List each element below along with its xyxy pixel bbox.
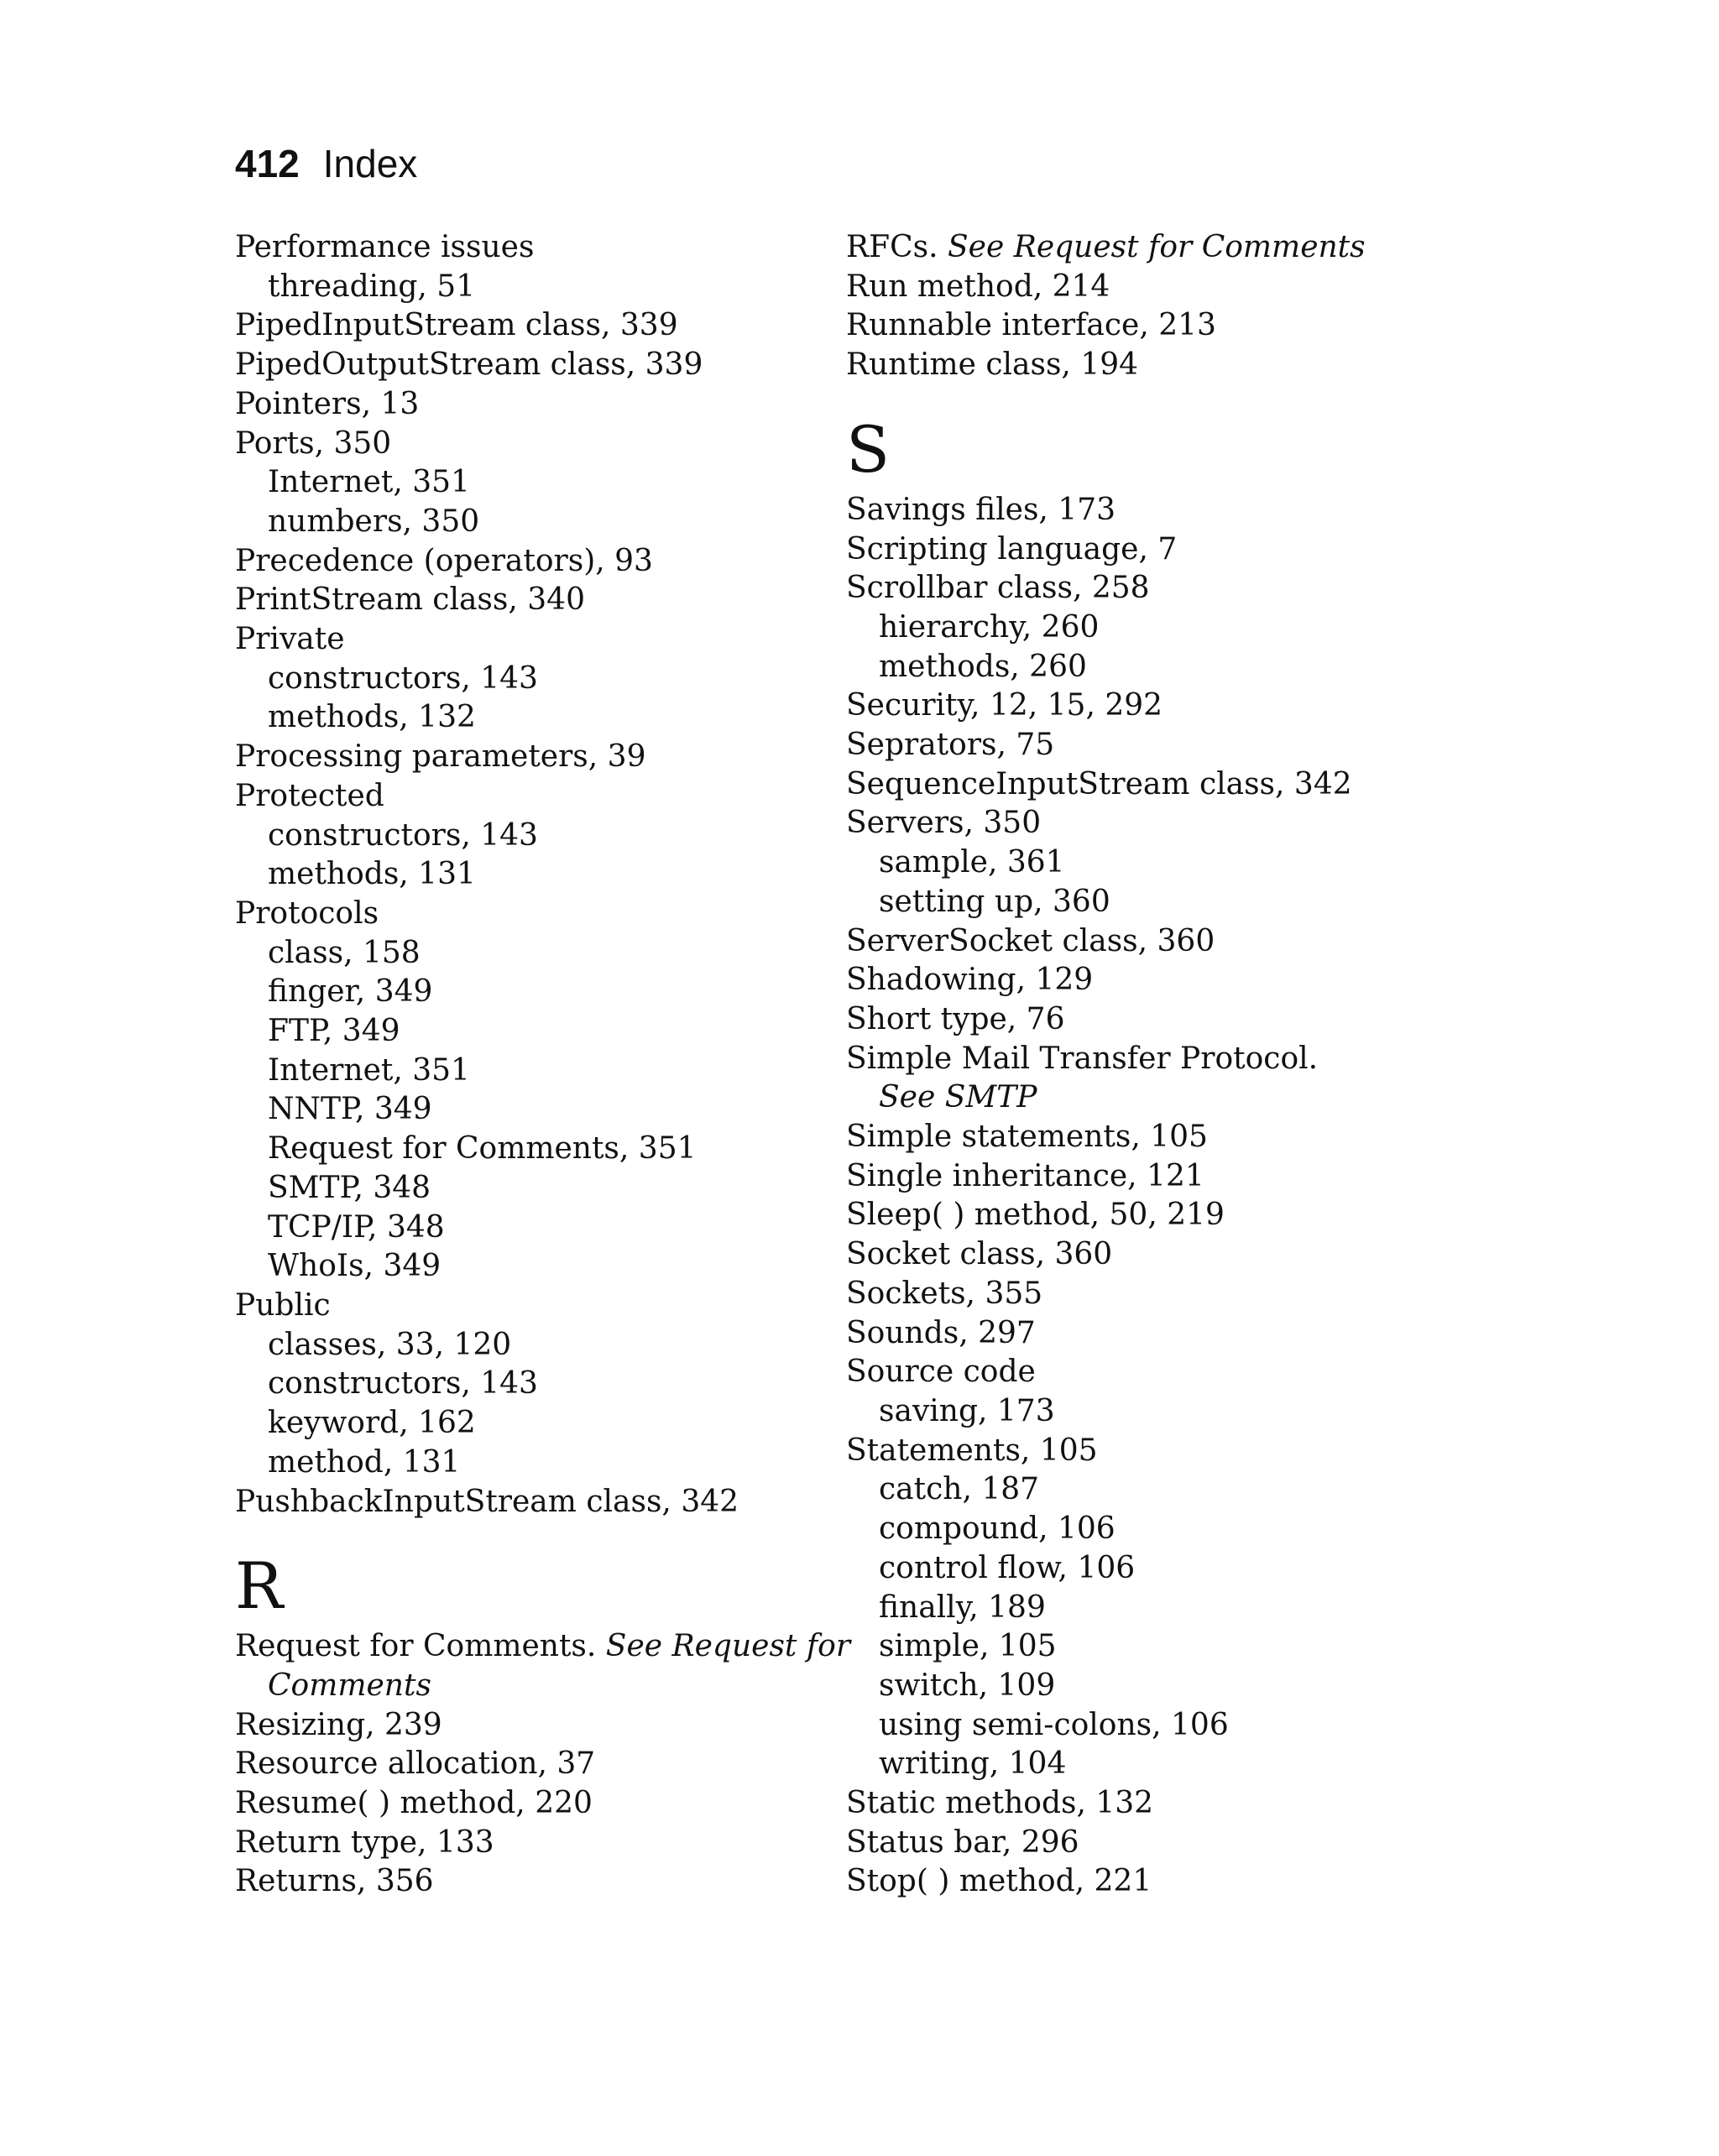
index-entry: Servers, 350 [846,806,1042,841]
index-subentry: sample, 361 [879,845,1065,880]
index-subentry: Request for Comments, 351 [268,1131,697,1167]
index-entry: PushbackInputStream class, 342 [235,1484,739,1519]
index-entry: Shadowing, 129 [846,963,1094,998]
index-entry: Scripting language, 7 [846,531,1178,566]
index-entry: Return type, 133 [235,1825,494,1860]
entry-term: Simple Mail Transfer Protocol. [846,1041,1319,1076]
index-column-right [846,228,1434,1902]
index-subentry: setting up, 360 [879,884,1110,919]
index-subentry: catch, 187 [879,1472,1040,1507]
index-subentry: keyword, 162 [268,1406,476,1441]
index-entry: Run method, 214 [846,269,1110,304]
see-reference: See Request for [605,1629,851,1664]
index-subentry: numbers, 350 [268,504,480,539]
index-subentry: class, 158 [268,935,421,970]
index-subentry: writing, 104 [879,1746,1067,1782]
index-entry: Protocols [235,895,379,931]
index-entry: Status bar, 296 [846,1825,1079,1860]
index-subentry: Internet, 351 [268,465,470,500]
index-entry: Simple statements, 105 [846,1120,1208,1155]
index-subentry: Internet, 351 [268,1052,470,1088]
entry-term: RFCs. [846,230,948,264]
index-entry: Ports, 350 [235,425,392,461]
index-entry: Short type, 76 [846,1001,1065,1036]
index-subentry: WhoIs, 349 [268,1249,442,1284]
index-entry: Security, 12, 15, 292 [846,688,1163,723]
index-subentry: simple, 105 [879,1629,1057,1664]
index-entry: Seprators, 75 [846,728,1055,763]
index-subentry: compound, 106 [879,1511,1116,1547]
index-entry: ServerSocket class, 360 [846,923,1215,958]
see-reference-continuation: Comments [268,1668,431,1703]
index-entry-see [846,228,1434,268]
index-subentry: classes, 33, 120 [268,1327,512,1362]
index-entry: Scrollbar class, 258 [846,571,1150,606]
index-subentry: constructors, 143 [268,817,538,853]
index-list-r-cont [846,268,1434,385]
index-list-r [235,1706,823,1903]
index-entry: Protected [235,778,384,813]
index-subentry: control flow, 106 [879,1550,1136,1585]
index-entry: Processing parameters, 39 [235,739,646,775]
index-subentry: method, 131 [268,1444,461,1480]
index-subentry: TCP/IP, 348 [268,1209,445,1245]
index-subentry: finally, 189 [879,1590,1046,1625]
index-entry: Savings files, 173 [846,492,1116,527]
index-entry: Source code [846,1355,1036,1390]
entry-term: Request for Comments. [235,1629,606,1664]
index-subentry: threading, 51 [268,269,476,304]
index-subentry: constructors, 143 [268,660,538,696]
index-entry: Single inheritance, 121 [846,1158,1204,1193]
index-list-s-a [846,491,1434,1040]
index-entry: Statements, 105 [846,1433,1098,1468]
index-subentry: SMTP, 348 [268,1170,431,1205]
see-reference: See Request for Comments [948,230,1366,264]
index-subentry: hierarchy, 260 [879,609,1100,645]
index-entry: Resume( ) method, 220 [235,1786,593,1821]
index-entry: PipedOutputStream class, 339 [235,347,703,383]
index-subentry: constructors, 143 [268,1366,538,1402]
index-entry: Public [235,1287,331,1323]
index-entry: PrintStream class, 340 [235,582,585,618]
index-entry: Runtime class, 194 [846,347,1139,383]
index-subentry: methods, 131 [268,857,476,892]
index-entry: Runnable interface, 213 [846,308,1216,343]
index-entry: Returns, 356 [235,1864,434,1899]
index-entry: Socket class, 360 [846,1237,1113,1272]
page-number: 412 [235,142,300,185]
index-subentry: FTP, 349 [268,1014,400,1049]
index-subentry: using semi-colons, 106 [879,1707,1229,1742]
index-entry: Sounds, 297 [846,1315,1036,1350]
index-entry: Performance issues [235,230,535,264]
index-entry: Stop( ) method, 221 [846,1864,1152,1899]
index-subentry: methods, 260 [879,649,1087,684]
index-entry-see [846,1040,1434,1079]
index-entry: Resizing, 239 [235,1707,442,1742]
index-subentry: NNTP, 349 [268,1092,432,1127]
page-title: Index [322,142,418,185]
index-entry: SequenceInputStream class, 342 [846,766,1352,801]
index-subentry: methods, 132 [268,700,476,735]
index-entry: Resource allocation, 37 [235,1746,596,1782]
index-entry: Sleep( ) method, 50, 219 [846,1198,1225,1233]
section-heading-r: R [235,1548,284,1624]
index-list-p [235,228,823,1522]
page-header [235,141,417,186]
index-column-left [235,228,851,1902]
index-entry: Private [235,622,345,657]
index-entry-see [235,1627,851,1667]
index-entry: Precedence (operators), 93 [235,543,653,578]
index-subentry: switch, 109 [879,1668,1056,1703]
index-entry: Static methods, 132 [846,1786,1154,1821]
see-reference: See SMTP [879,1080,1037,1115]
index-entry: PipedInputStream class, 339 [235,308,678,343]
index-entry: Pointers, 13 [235,386,420,421]
index-list-s-b [846,1118,1434,1902]
index-subentry: finger, 349 [268,974,433,1010]
index-entry: Sockets, 355 [846,1276,1043,1311]
index-subentry: saving, 173 [879,1393,1055,1428]
section-heading-s: S [846,411,891,487]
